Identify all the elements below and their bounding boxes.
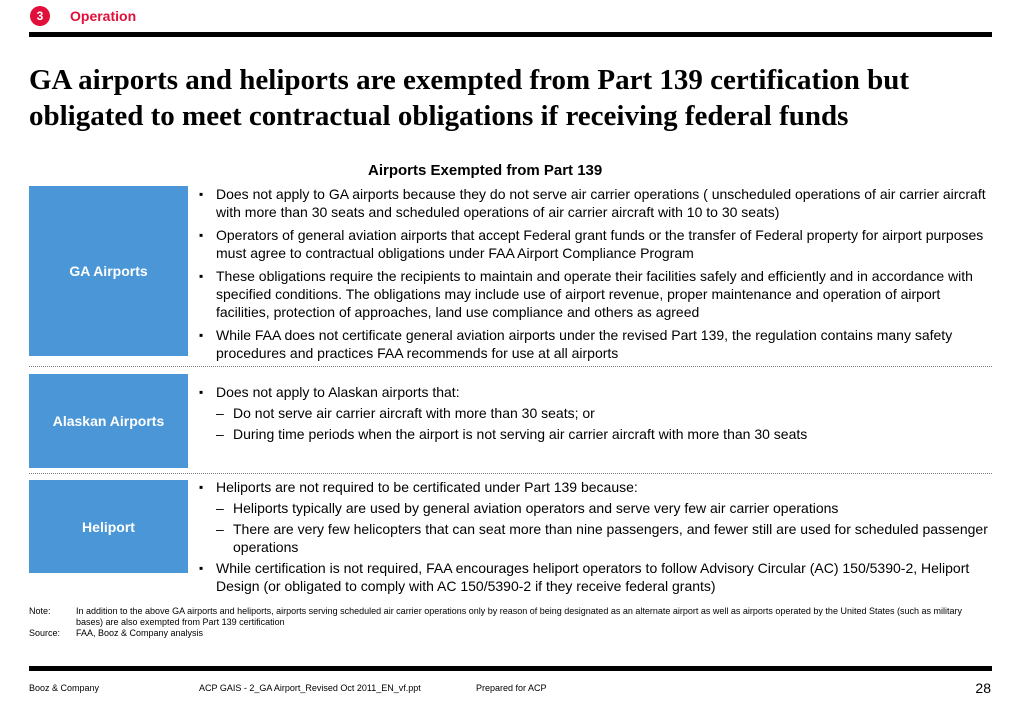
bottom-divider bbox=[29, 666, 992, 671]
section-tag bbox=[30, 6, 136, 26]
source-text: FAA, Booz & Company analysis bbox=[76, 628, 204, 638]
alaskan-airports-label: Alaskan Airports bbox=[52, 413, 165, 429]
heliport-box bbox=[29, 480, 188, 573]
bullet-item: ▪ Heliports are not required to be certificated under Part 139 because: bbox=[196, 478, 996, 496]
ga-airports-box bbox=[29, 186, 188, 356]
notes-block bbox=[29, 606, 989, 639]
ga-airports-bullets bbox=[196, 185, 996, 367]
footer-company: Booz & Company bbox=[29, 683, 100, 693]
footer-filename: ACP GAIS - 2_GA Airport_Revised Oct 2011_EN_vf.ppt bbox=[199, 683, 421, 693]
note-row bbox=[29, 606, 989, 628]
bullet-item: ▪ Does not apply to Alaskan airports that: bbox=[196, 383, 996, 401]
ga-airports-label: GA Airports bbox=[69, 263, 148, 279]
bullet-item: ▪ While certification is not required, FAA encourages heliport operators to follow Advisory Circular (AC) 150/5390-2, Heliport Design (or obligated to comply with AC 150/5390-2 if they receive federal grants) bbox=[196, 559, 996, 595]
section-number-badge: 3 bbox=[30, 6, 50, 26]
bullet-item: ▪ Does not apply to GA airports because they do not serve air carrier operations ( unscheduled operations of air carrier aircraft with more than 30 seats and scheduled operations of air carrier aircraft with 10 to 30 seats) bbox=[196, 185, 996, 221]
page-number: 28 bbox=[975, 680, 991, 696]
top-divider bbox=[29, 32, 992, 37]
note-text: In addition to the above GA airports and heliports, airports serving scheduled air carrier operations only by reason of being designated as an alternate airport as well as airports operated by the United States (such as military bases) are also exempted from Part 139 certification bbox=[76, 606, 962, 627]
note-label: Note: bbox=[29, 606, 51, 616]
source-row bbox=[29, 628, 989, 639]
footer-prepared-for: Prepared for ACP bbox=[476, 683, 547, 693]
sub-bullet-item: – Do not serve air carrier aircraft with more than 30 seats; or bbox=[196, 404, 996, 422]
alaskan-airports-bullets bbox=[196, 383, 996, 446]
sub-bullet-item: – There are very few helicopters that can seat more than nine passengers, and fewer still are used for scheduled passenger operations bbox=[196, 520, 996, 556]
sub-bullet-item: – During time periods when the airport is not serving air carrier aircraft with more than 30 seats bbox=[196, 425, 996, 443]
bullet-item: ▪ While FAA does not certificate general aviation airports under the revised Part 139, the regulation contains many safety procedures and practices FAA recommends for use at all airports bbox=[196, 326, 996, 362]
row-divider bbox=[29, 366, 992, 367]
sub-bullet-item: – Heliports typically are used by general aviation operators and serve very few air carrier operations bbox=[196, 499, 996, 517]
table-heading: Airports Exempted from Part 139 bbox=[368, 162, 603, 179]
bullet-item: ▪ These obligations require the recipients to maintain and operate their facilities safely and efficiently and in accordance with specified conditions. The obligations may include use of airport revenue, proper maintenance and operation of airport facilities, protection of approaches, land use compliance and others as agreed bbox=[196, 267, 996, 321]
heliport-bullets bbox=[196, 478, 996, 600]
bullet-item: ▪ Operators of general aviation airports that accept Federal grant funds or the transfer of Federal property for airport purposes must agree to contractual obligations under FAA Airport Compliance Program bbox=[196, 226, 996, 262]
alaskan-airports-box bbox=[29, 374, 188, 468]
source-label: Source: bbox=[29, 628, 61, 638]
section-label: Operation bbox=[70, 8, 137, 24]
slide-title: GA airports and heliports are exempted from Part 139 certification but obligated to meet contractual obligations if receiving federal funds bbox=[29, 64, 910, 132]
heliport-label: Heliport bbox=[82, 518, 135, 535]
row-divider bbox=[29, 473, 992, 474]
